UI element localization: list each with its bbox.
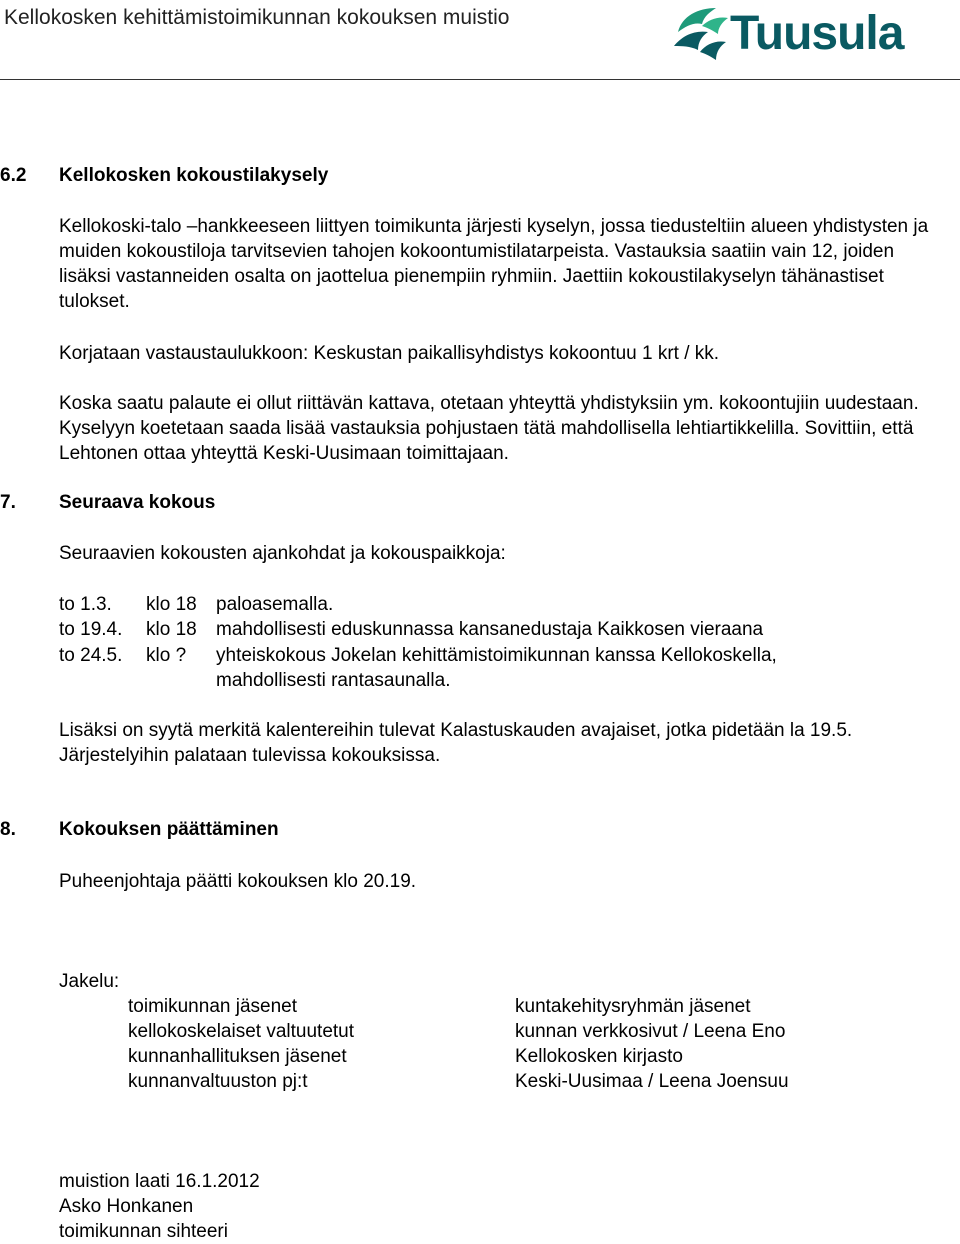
section-8-title: Kokouksen päättäminen <box>59 819 279 840</box>
section-7-title: Seuraava kokous <box>59 492 216 513</box>
distribution-list-right <box>515 994 789 1094</box>
schedule-time: klo 18 <box>146 594 197 615</box>
distribution-item: toimikunnan jäsenet <box>128 996 297 1017</box>
tuusula-logo <box>672 2 960 64</box>
schedule-time: klo ? <box>146 645 187 666</box>
section-7-note: Lisäksi on syytä merkitä kalentereihin tulevat Kalastuskauden avajaiset, jotka pidetään la 19.5. Järjestelyihin palataan tulevissa kokouksissa. <box>59 720 853 766</box>
schedule-date: to 19.4. <box>59 619 123 640</box>
section-7-number: 7. <box>0 492 16 513</box>
distribution-list-left <box>128 994 354 1094</box>
section-6-2-paragraph: Koska saatu palaute ei ollut riittävän kattava, otetaan yhteyttä yhdistyksiin ym. kokoontujiin uudestaan. Kyselyyn koetetaan saada lisää vastauksia pohjustaen tätä mahdollisella lehtiartikkelilla. Sovittiin, että Lehtonen ottaa yhteyttä Keski-Uusimaan toimittajaan. <box>59 393 919 464</box>
tuusula-logo-text: Tuusula <box>730 7 904 60</box>
distribution-item: Kellokosken kirjasto <box>515 1046 683 1067</box>
signature-date-line: muistion laati 16.1.2012 <box>59 1171 260 1192</box>
schedule-location: mahdollisesti eduskunnassa kansanedustaja Kaikkosen vieraana <box>216 619 764 640</box>
schedule-location: yhteiskokous Jokelan kehittämistoimikunnan kanssa Kellokoskella, <box>216 645 777 666</box>
signature-role: toimikunnan sihteeri <box>59 1221 228 1242</box>
schedule-date: to 1.3. <box>59 594 112 615</box>
tuusula-emblem-icon <box>672 2 732 64</box>
signature-block <box>59 1169 260 1244</box>
schedule-location: mahdollisesti rantasaunalla. <box>216 670 451 691</box>
signature-name: Asko Honkanen <box>59 1196 194 1217</box>
distribution-item: kunnanvaltuuston pj:t <box>128 1071 308 1092</box>
section-6-2-paragraph: Korjataan vastaustaulukkoon: Keskustan paikallisyhdistys kokoontuu 1 krt / kk. <box>59 343 720 364</box>
meeting-schedule-intro: Seuraavien kokousten ajankohdat ja kokouspaikkoja: <box>59 543 506 564</box>
section-6-2-number: 6.2 <box>0 165 27 186</box>
schedule-location: paloasemalla. <box>216 594 334 615</box>
distribution-label: Jakelu: <box>59 971 120 992</box>
distribution-item: kunnanhallituksen jäsenet <box>128 1046 347 1067</box>
section-8-text: Puheenjohtaja päätti kokouksen klo 20.19. <box>59 871 417 892</box>
distribution-item: kuntakehitysryhmän jäsenet <box>515 996 751 1017</box>
distribution-item: kellokoskelaiset valtuutetut <box>128 1021 355 1042</box>
header-divider <box>0 79 960 80</box>
schedule-date: to 24.5. <box>59 645 123 666</box>
document-header-title: Kellokosken kehittämistoimikunnan kokouksen muistio <box>4 6 510 29</box>
section-8-number: 8. <box>0 819 16 840</box>
schedule-time: klo 18 <box>146 619 197 640</box>
section-6-2-paragraph: Kellokoski-talo –hankkeeseen liittyen toimikunta järjesti kyselyn, jossa tiedusteltiin alueen yhdistysten ja muiden kokoustiloja tarvitsevien tahojen kokoontumistilatarpeista. Vastauksia saatiin vain 12, joiden lisäksi vastanneiden osalta on jaottelua pienempiin ryhmiin. Jaettiin kokoustilakyselyn tähänastiset tulokset. <box>59 216 929 312</box>
section-6-2-title: Kellokosken kokoustilakysely <box>59 165 329 186</box>
distribution-item: Keski-Uusimaa / Leena Joensuu <box>515 1071 789 1092</box>
distribution-item: kunnan verkkosivut / Leena Eno <box>515 1021 786 1042</box>
